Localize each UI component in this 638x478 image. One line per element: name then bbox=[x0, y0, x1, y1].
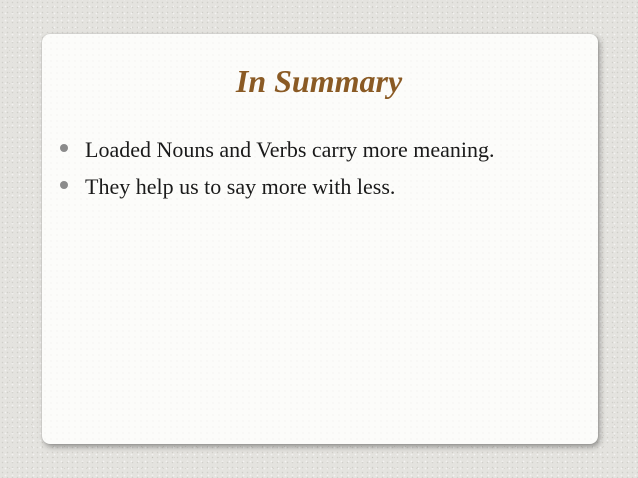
bullet-text: Loaded Nouns and Verbs carry more meaning. bbox=[85, 137, 495, 162]
slide-title: In Summary bbox=[235, 63, 403, 99]
bullet-dot-icon bbox=[60, 181, 68, 189]
bullet-dot-icon bbox=[60, 144, 68, 152]
bullet-text: They help us to say more with less. bbox=[85, 174, 396, 199]
